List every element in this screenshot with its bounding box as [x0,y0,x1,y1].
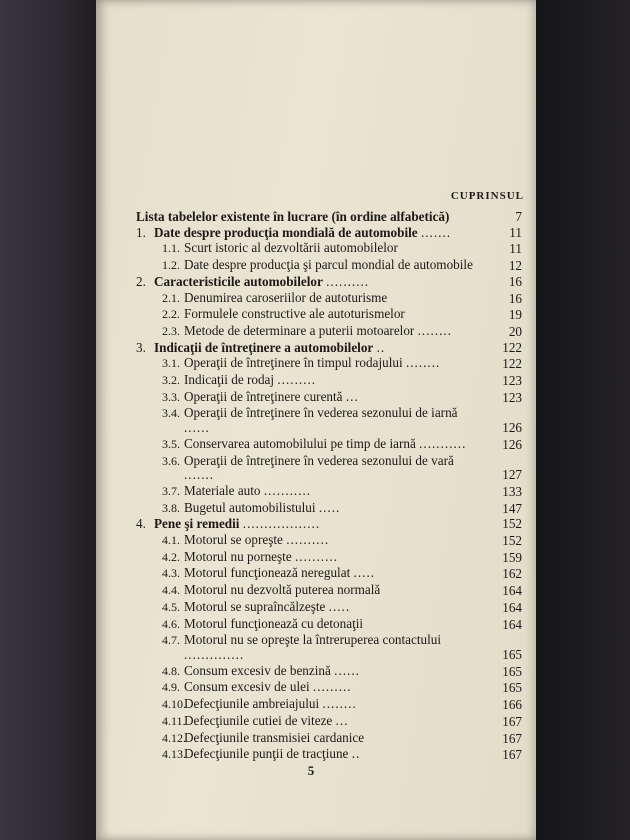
toc-entry-number: 4.7. [162,633,180,648]
toc-entry-number: 1.1. [162,241,180,256]
toc-section [136,437,526,452]
toc-page-number: 164 [502,599,522,615]
toc-chapter [136,341,526,355]
toc-entry-number: 4.12. [162,730,186,745]
toc-section [136,697,526,712]
toc-page-number: 165 [502,663,522,679]
toc-entry-number: 3.5. [162,436,180,451]
toc-entry-title: Conservarea automobilului pe timp de iarnă [184,435,416,451]
toc-page-number: 165 [502,680,522,696]
toc-entry-title: Bugetul automobilistului [184,499,316,515]
toc-leader-dots: ..... [353,565,376,581]
toc-leader-dots: .......... [294,548,338,564]
toc-page-number: 123 [502,389,522,405]
toc-section [136,566,526,581]
toc-entry-title: Operaţii de întreţinere în timpul rodajului [184,355,403,371]
toc-entry-number: 2. [136,273,146,289]
toc-section [136,664,526,679]
page-number: 5 [307,763,315,778]
toc-entry-number: 4.13. [162,747,186,762]
toc-page-number: 167 [502,713,522,729]
toc-leader-dots: ........... [263,482,312,498]
toc-entry-title: Lista tabelelor existente în lucrare (în ordine alfabetică) [136,209,450,224]
toc-leader-dots: ....... [184,467,215,483]
toc-page-number: 12 [508,258,522,274]
toc-entry-title: Caracteristicile automobilelor [154,273,323,289]
toc-entry-title: Indicaţii de rodaj [184,372,275,388]
toc-chapter [136,275,526,289]
toc-section [136,583,526,598]
toc-entry-number: 2.2. [162,307,180,322]
toc-page-number: 162 [502,566,522,582]
toc-page-number: 167 [502,747,522,763]
toc-leader-dots: .............. [184,646,245,662]
toc-page-number: 16 [508,273,522,289]
toc-entry-title: Motorul nu se opreşte la întreruperea contactului [184,632,442,648]
toc-section [136,324,526,339]
toc-leader-dots: ......... [277,372,317,388]
toc-page-number: 152 [502,533,522,549]
toc-section [136,258,526,273]
toc-entry-number: 4.10. [162,697,186,712]
toc-entry-title: Scurt istoric al dezvoltării automobilelor [184,240,398,256]
toc-entry-title: Motorul funcţionează cu detonaţii [184,615,364,631]
toc-entry-title: Motorul funcţionează neregulat [184,565,351,581]
toc-section [136,390,526,405]
toc-leader-dots: .. [351,746,361,762]
toc-page-number: 126 [502,420,522,436]
toc-entry-title: Metode de determinare a puterii motoarelor [184,322,415,338]
toc-entry-number: 3.2. [162,373,180,388]
toc-section [136,714,526,729]
toc-page-number: 123 [502,373,522,389]
toc-entry-number: 3.4. [162,406,180,421]
toc-section [136,747,526,762]
toc-leader-dots: .......... [286,532,330,548]
toc-entry-number: 3.6. [162,453,180,468]
toc-leader-dots: ..... [318,499,341,515]
toc-entry-title: Defecţiunile ambreiajului [184,696,320,712]
toc-leader-dots: ... [335,712,349,728]
toc-page-number: 7 [515,209,522,224]
toc-entry-title: Formulele constructive ale autoturismelor [184,306,405,322]
toc-section [136,680,526,695]
toc-leader-dots: ..... [328,598,351,614]
toc-page-number: 152 [502,516,522,532]
toc-chapter [136,210,526,224]
toc-entry-title: Motorul se opreşte [184,532,283,548]
toc-page-number: 19 [508,307,522,323]
page-header: CUPRINSUL [450,190,524,202]
toc-leader-dots: ........ [405,355,441,371]
toc-entry-number: 1.2. [162,258,180,273]
toc-page-number: 11 [509,241,522,257]
toc-section [136,600,526,615]
toc-leader-dots: ... [345,388,359,404]
toc-entry-title: Consum excesiv de benzină [184,662,331,678]
toc-entry-title: Operaţii de întreţinere curentă [184,388,343,404]
toc-entry-number: 3. [136,339,146,355]
toc-section [136,291,526,306]
toc-section [136,454,526,482]
toc-entry-number: 4.8. [162,663,180,678]
toc-leader-dots: .......... [326,273,370,289]
toc-entry-number: 2.1. [162,290,180,305]
toc-leader-dots: ........ [322,696,357,712]
toc-page-number: 122 [502,339,522,355]
toc-section [136,356,526,371]
toc-entry-title: Defecţiunile cutiei de viteze [184,712,333,728]
toc-leader-dots: ....... [420,224,452,240]
toc-page-number: 165 [502,646,522,662]
toc-leader-dots: ........ [417,322,452,338]
toc-section [136,533,526,548]
toc-page-number: 164 [502,616,522,632]
toc-leader-dots: ...... [334,662,360,678]
toc-entry-number: 4.4. [162,583,180,598]
toc-page-number: 164 [502,583,522,599]
table-of-contents [136,209,526,764]
toc-chapter [136,517,526,531]
toc-leader-dots: ...... [184,420,210,436]
toc-page-number: 133 [502,483,522,499]
toc-section [136,241,526,256]
toc-entry-title: Date despre producţia şi parcul mondial de automobile [184,257,473,273]
toc-entry-number: 4.6. [162,616,180,631]
toc-section [136,731,526,746]
toc-leader-dots: ......... [312,679,352,695]
toc-page-number: 127 [502,467,522,483]
toc-leader-dots: ........... [419,435,467,451]
toc-entry-number: 4.3. [162,566,180,581]
toc-leader-dots: .. [376,339,386,355]
toc-leader-dots: .................. [242,516,321,532]
toc-entry-title: Operaţii de întreţinere în vederea sezonului de vară [184,452,454,468]
toc-page-number: 166 [502,697,522,713]
toc-entry-number: 1. [136,224,146,240]
toc-entry-number: 3.7. [162,483,180,498]
toc-section [136,550,526,565]
toc-section [136,406,526,434]
toc-page-number: 167 [502,730,522,746]
toc-entry-title: Materiale auto [184,482,261,498]
toc-entry-title: Pene şi remedii [154,516,240,532]
toc-section [136,501,526,516]
toc-section [136,307,526,322]
toc-entry-title: Consum excesiv de ulei [184,679,310,695]
background-left [0,0,100,840]
toc-entry-number: 4.2. [162,549,180,564]
toc-chapter [136,226,526,240]
toc-section [136,617,526,632]
toc-page-number: 126 [502,436,522,452]
toc-entry-title: Operaţii de întreţinere în vederea sezonului de iarnă [184,405,458,421]
toc-page-number: 20 [508,323,522,339]
toc-page-number: 122 [502,356,522,372]
toc-section [136,633,526,661]
toc-page-number: 147 [502,500,522,516]
toc-entry-title: Date despre producţia mondială de automobile [154,224,418,240]
toc-page-number: 16 [508,290,522,306]
toc-entry-number: 4.11. [162,713,186,728]
toc-entry-number: 4.5. [162,599,180,614]
toc-entry-number: 2.3. [162,323,180,338]
toc-entry-title: Motorul nu porneşte [184,548,292,564]
toc-entry-number: 4. [136,516,146,532]
toc-entry-title: Motorul nu dezvoltă puterea normală [184,582,381,598]
toc-section [136,484,526,499]
background-right [530,0,630,840]
toc-entry-title: Defecţiunile transmisiei cardanice [184,729,365,745]
toc-entry-title: Motorul se supraîncălzeşte [184,598,326,614]
toc-entry-title: Indicaţii de întreţinere a automobilelor [154,339,374,355]
book-page [96,0,536,840]
toc-entry-number: 3.1. [162,356,180,371]
toc-page-number: 159 [502,549,522,565]
toc-entry-number: 3.3. [162,389,180,404]
toc-entry-number: 3.8. [162,500,180,515]
toc-entry-title: Defecţiunile punţii de tracţiune [184,746,349,762]
toc-section [136,373,526,388]
toc-entry-title: Denumirea caroseriilor de autoturisme [184,289,388,305]
toc-entry-number: 4.9. [162,680,180,695]
toc-page-number: 11 [509,224,522,240]
toc-entry-number: 4.1. [162,533,180,548]
